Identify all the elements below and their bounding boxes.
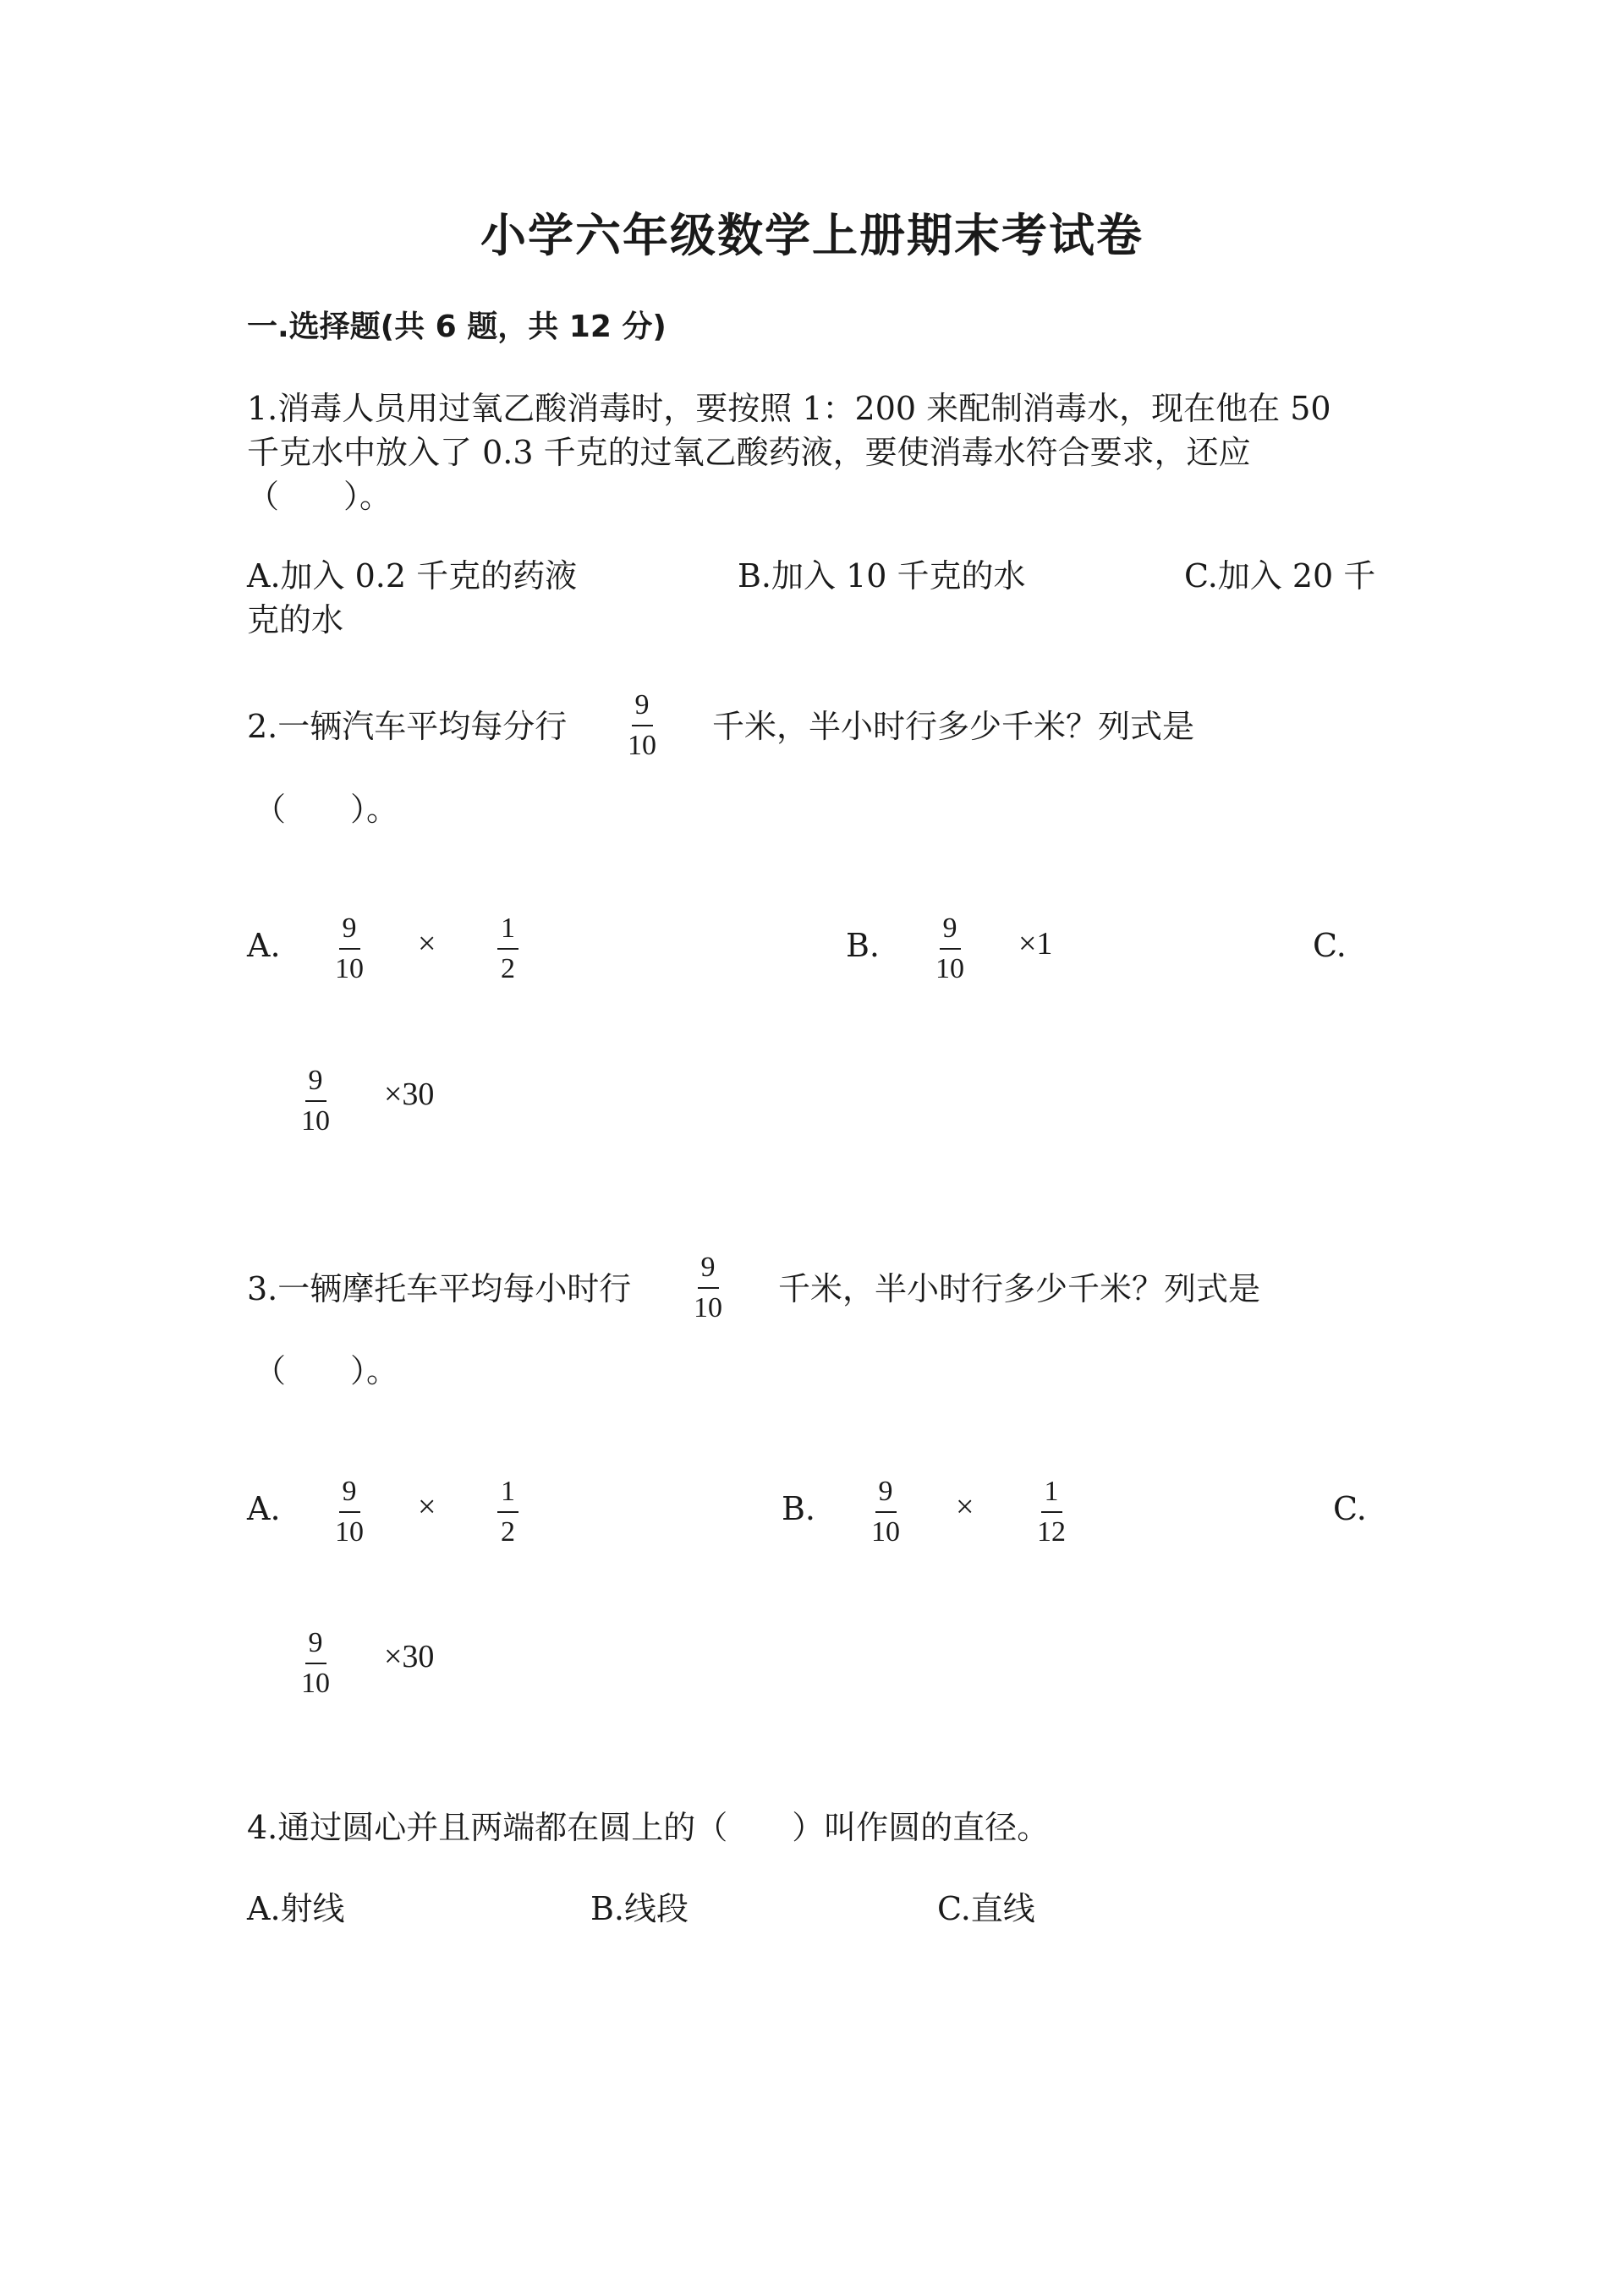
q2-option-b-label: B. bbox=[846, 927, 881, 964]
q1-option-c-continued: 克的水 bbox=[247, 601, 344, 638]
q3-option-c-fraction bbox=[298, 1629, 333, 1698]
fraction-numerator: 9 bbox=[632, 691, 653, 726]
q3-option-a-operator: × bbox=[418, 1489, 436, 1525]
q1-stem-line-2: 千克水中放入了 0.3 千克的过氧乙酸药液，要使消毒水符合要求，还应 bbox=[247, 434, 1251, 471]
fraction-denominator: 10 bbox=[628, 730, 656, 761]
fraction-numerator: 1 bbox=[1041, 1477, 1062, 1513]
q3-option-b-fraction-2 bbox=[1034, 1477, 1069, 1547]
q3-option-a-label: A. bbox=[247, 1490, 281, 1527]
fraction-denominator: 10 bbox=[694, 1292, 722, 1323]
page-title: 小学六年级数学上册期末考试卷 bbox=[480, 209, 1144, 262]
fraction-numerator: 9 bbox=[305, 1066, 326, 1102]
section-heading-choice: 一.选择题(共 6 题，共 12 分) bbox=[247, 310, 667, 344]
q3-speed-fraction bbox=[690, 1253, 726, 1323]
fraction-denominator: 2 bbox=[501, 1516, 515, 1548]
fraction-numerator: 9 bbox=[339, 914, 360, 950]
q1-stem-line-1: 1.消毒人员用过氧乙酸消毒时，要按照 1：200 来配制消毒水，现在他在 50 bbox=[247, 390, 1331, 427]
fraction-denominator: 10 bbox=[301, 1105, 330, 1137]
fraction-denominator: 10 bbox=[301, 1668, 330, 1699]
fraction-denominator: 2 bbox=[501, 953, 515, 984]
q4-option-c: C.直线 bbox=[937, 1890, 1035, 1927]
q3-option-c-label: C. bbox=[1333, 1490, 1367, 1527]
q1-answer-blank: （ ）。 bbox=[247, 478, 392, 515]
q2-option-a-label: A. bbox=[247, 927, 281, 964]
q4-stem: 4.通过圆心并且两端都在圆上的（ ）叫作圆的直径。 bbox=[247, 1809, 1050, 1846]
q2-speed-fraction bbox=[624, 691, 660, 760]
q3-option-b-operator: × bbox=[956, 1489, 974, 1525]
q2-option-a-operator: × bbox=[418, 926, 436, 962]
q2-stem-prefix: 2.一辆汽车平均每分行 bbox=[247, 708, 568, 745]
q3-stem-suffix: 千米，半小时行多少千米？列式是 bbox=[778, 1270, 1261, 1307]
q3-option-a-fraction-1 bbox=[332, 1477, 367, 1547]
q2-answer-blank: （ ）。 bbox=[254, 791, 399, 828]
q2-option-c-fraction bbox=[298, 1066, 333, 1136]
fraction-numerator: 9 bbox=[339, 1477, 360, 1513]
q1-option-b: B.加入 10 千克的水 bbox=[738, 557, 1026, 595]
q2-option-c-label: C. bbox=[1313, 927, 1347, 964]
q1-option-a: A.加入 0.2 千克的药液 bbox=[247, 557, 578, 595]
q2-option-b-fraction bbox=[932, 914, 968, 984]
q3-option-b-label: B. bbox=[782, 1490, 816, 1527]
q3-answer-blank: （ ）。 bbox=[254, 1352, 399, 1389]
q4-option-a: A.射线 bbox=[247, 1890, 345, 1927]
fraction-denominator: 10 bbox=[335, 953, 364, 984]
q4-option-b: B.线段 bbox=[590, 1890, 689, 1927]
q3-option-a-fraction-2 bbox=[497, 1477, 518, 1547]
q2-option-c-operator: ×30 bbox=[384, 1077, 435, 1112]
fraction-denominator: 12 bbox=[1037, 1516, 1066, 1548]
fraction-numerator: 9 bbox=[940, 914, 961, 950]
q3-stem-prefix: 3.一辆摩托车平均每小时行 bbox=[247, 1270, 632, 1307]
fraction-numerator: 9 bbox=[875, 1477, 897, 1513]
fraction-numerator: 9 bbox=[698, 1253, 719, 1289]
fraction-numerator: 1 bbox=[497, 1477, 518, 1513]
fraction-denominator: 10 bbox=[871, 1516, 900, 1548]
q3-option-c-operator: ×30 bbox=[384, 1639, 435, 1674]
fraction-numerator: 9 bbox=[305, 1629, 326, 1664]
fraction-denominator: 10 bbox=[335, 1516, 364, 1548]
fraction-numerator: 1 bbox=[497, 914, 518, 950]
fraction-denominator: 10 bbox=[935, 953, 964, 984]
q3-option-b-fraction-1 bbox=[868, 1477, 903, 1547]
q2-option-a-fraction-2 bbox=[497, 914, 518, 984]
q2-option-b-operator: ×1 bbox=[1018, 926, 1053, 962]
q2-option-a-fraction-1 bbox=[332, 914, 367, 984]
q2-stem-suffix: 千米，半小时行多少千米？列式是 bbox=[712, 708, 1195, 745]
q1-option-c: C.加入 20 千 bbox=[1184, 557, 1376, 595]
